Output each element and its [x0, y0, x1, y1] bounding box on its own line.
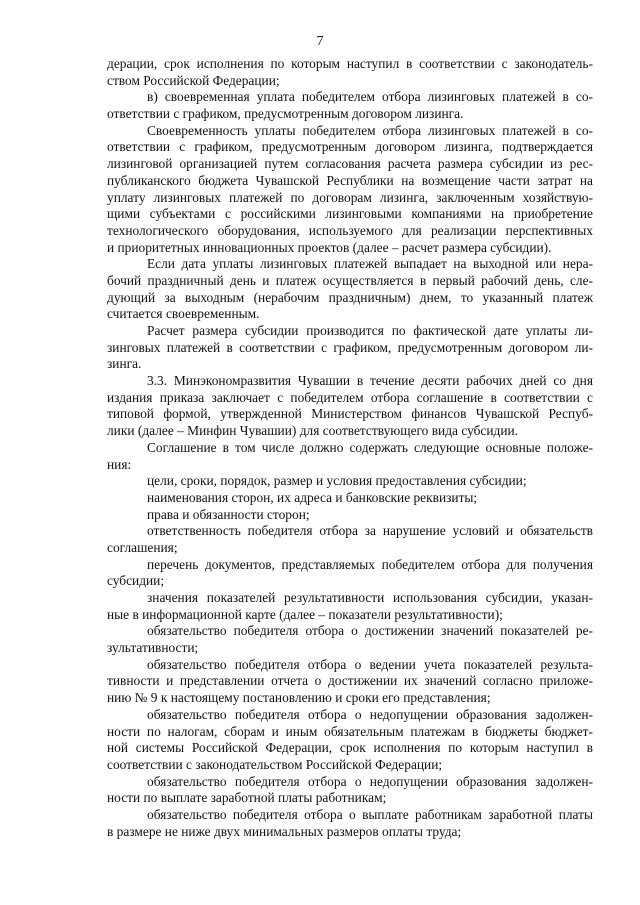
- paragraph: [107, 707, 593, 774]
- text-line: ности по налогам, сборам и иным обязательным платежам в бюджеты бюджет-: [107, 723, 593, 739]
- paragraph: [107, 623, 593, 656]
- text-line: 3.3. Минэкономразвития Чувашии в течение десяти рабочих дней со дня: [147, 373, 593, 389]
- paragraph: [107, 440, 593, 473]
- paragraph: [107, 89, 593, 122]
- text-line: ности по выплате заработной платы работникам;: [107, 790, 387, 806]
- paragraph: [107, 373, 593, 440]
- text-line: перечень документов, представляемых победителем отбора для получения: [147, 556, 593, 572]
- text-line: значения показателей результативности использования субсидии, указан-: [147, 590, 593, 605]
- text-line: зинговых платежей в соответствии с графиком, предусмотренным договором ли-: [107, 339, 593, 355]
- document-body: [107, 56, 593, 840]
- paragraph: [107, 523, 593, 556]
- paragraph: [107, 774, 593, 807]
- paragraph: [107, 590, 593, 623]
- paragraph: [107, 123, 593, 257]
- text-line: издания приказа заключает с победителем отбора соглашение в соответствии с: [107, 389, 593, 405]
- paragraph: [107, 657, 593, 707]
- text-line: публиканского бюджета Чувашской Республики на возмещение части затрат на: [107, 172, 593, 188]
- text-line: Своевременность уплаты победителем отбора лизинговых платежей в со-: [147, 122, 593, 138]
- page-number: 7: [316, 34, 324, 49]
- text-line: нию № 9 к настоящему постановлению и сроки его представления;: [107, 690, 491, 706]
- paragraph: [107, 507, 593, 524]
- text-line: обязательство победителя отбора о ведении учета показателей результа-: [147, 656, 593, 672]
- text-line: цели, сроки, порядок, размер и условия предоставления субсидии;: [147, 473, 527, 489]
- paragraph: [107, 807, 593, 840]
- text-line: ответствии с графиком, предусмотренным договором лизинга.: [107, 106, 464, 122]
- text-line: субсидии;: [107, 573, 165, 589]
- text-line: дующий за выходным (нерабочим праздничным) днем, то указанный платеж: [107, 289, 593, 305]
- text-line: обязательство победителя отбора о выплате работникам заработной платы: [147, 806, 593, 822]
- paragraph: [107, 557, 593, 590]
- text-line: соглашения;: [107, 539, 178, 555]
- text-line: в размере не ниже двух минимальных размеров оплаты труда;: [107, 823, 462, 839]
- text-line: зинга.: [107, 356, 142, 372]
- text-line: ответственность победителя отбора за нарушение условий и обязательств: [147, 523, 593, 539]
- paragraph: [107, 256, 593, 323]
- text-line: соответствии с законодательством Российской Федерации;: [107, 756, 443, 772]
- text-line: тивности и представлении отчета о достижении их значений согласно приложе-: [107, 673, 593, 689]
- paragraph: [107, 473, 593, 490]
- text-line: права и обязанности сторон;: [147, 506, 310, 522]
- text-line: дерации, срок исполнения по которым наступил в соответствии с законодатель-: [107, 56, 593, 71]
- text-line: Если дата уплаты лизинговых платежей выпадает на выходной или нера-: [147, 256, 593, 272]
- text-line: ния:: [107, 456, 132, 472]
- text-line: обязательство победителя отбора о недопущении образования задолжен-: [147, 773, 593, 789]
- text-line: бочий праздничный день и платеж осуществляется в первый рабочий день, сле-: [107, 272, 593, 288]
- paragraph: [107, 490, 593, 507]
- text-line: наименования сторон, их адреса и банковские реквизиты;: [147, 489, 478, 505]
- text-line: ответствии с графиком, предусмотренным договором лизинга, подтверждается: [107, 139, 593, 155]
- text-line: уплату лизинговых платежей по договорам лизинга, заключенным хозяйствую-: [107, 189, 593, 205]
- text-line: лизинговой организацией путем согласования расчета размера субсидии из рес-: [107, 156, 593, 172]
- text-line: Соглашение в том числе должно содержать следующие основные положе-: [147, 439, 593, 455]
- text-line: ные в информационной карте (далее – показатели результативности);: [107, 606, 503, 622]
- text-line: лики (далее – Минфин Чувашии) для соответствующего вида субсидии.: [107, 423, 519, 439]
- text-line: обязательство победителя отбора о достижении значений показателей ре-: [147, 623, 593, 639]
- text-line: технологического оборудования, используемого для реализации перспективных: [107, 222, 593, 238]
- text-line: ной системы Российской Федерации, срок исполнения по которым наступил в: [107, 740, 593, 756]
- text-line: Расчет размера субсидии производится по фактической дате уплаты ли-: [147, 323, 593, 338]
- text-line: типовой формой, утвержденной Министерством финансов Чувашской Респуб-: [107, 406, 593, 422]
- text-line: щими субъектами с российскими лизинговыми компаниями на приобретение: [107, 206, 593, 222]
- text-line: зультативности;: [107, 640, 199, 656]
- text-line: и приоритетных инновационных проектов (далее – расчет размера субсидии).: [107, 239, 552, 255]
- text-line: ством Российской Федерации;: [107, 72, 280, 88]
- text-line: обязательство победителя отбора о недопущении образования задолжен-: [147, 706, 593, 722]
- paragraph: [107, 56, 593, 89]
- text-line: в) своевременная уплата победителем отбора лизинговых платежей в со-: [147, 89, 593, 105]
- paragraph: [107, 323, 593, 373]
- text-line: считается своевременным.: [107, 306, 260, 322]
